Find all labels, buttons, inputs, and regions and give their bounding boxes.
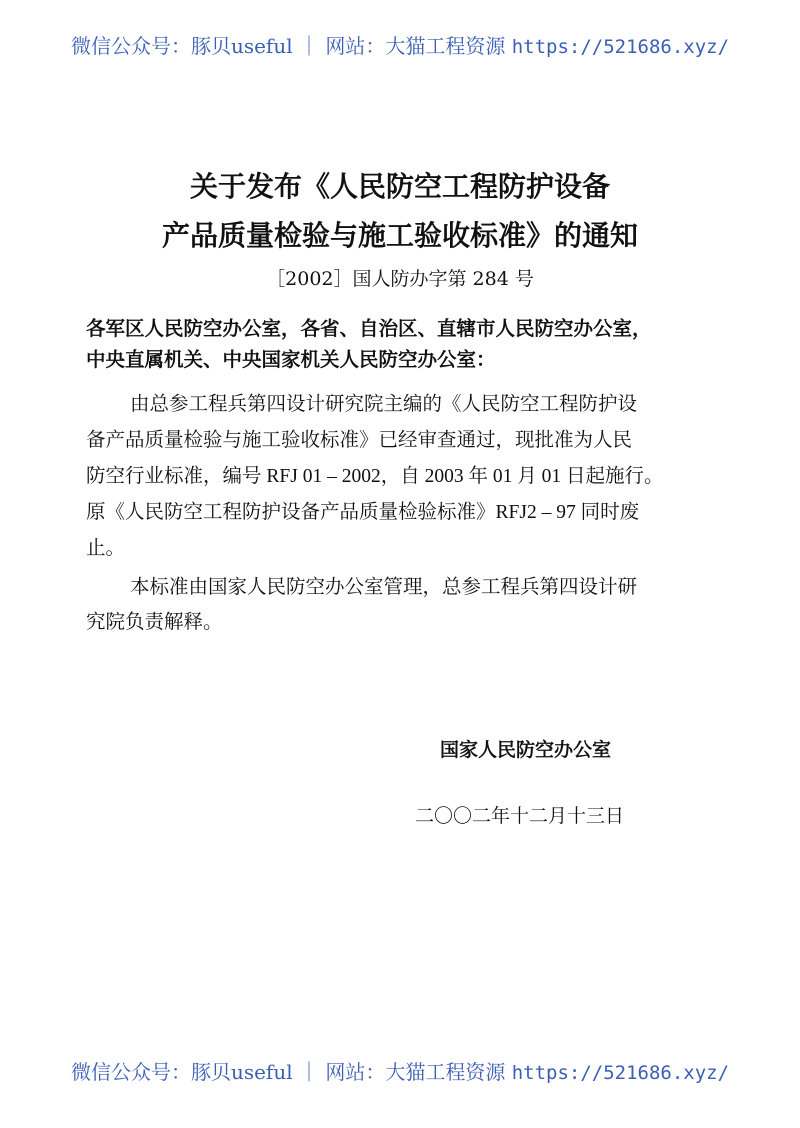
doc-number: ［2002］国人防办字第 284 号 <box>266 268 534 290</box>
issue-date: 二〇〇二年十二月十三日 <box>415 805 625 827</box>
body-line: 本标准由国家人民防空办公室管理，总参工程兵第四设计研 <box>130 577 638 598</box>
header-watermark <box>0 30 800 59</box>
addressee-line: 各军区人民防空办公室，各省、自治区、直辖市人民防空办公室， <box>86 317 652 340</box>
body-line: 由总参工程兵第四设计研究院主编的《人民防空工程防护设 <box>130 394 638 415</box>
watermark-text: 微信公众号：豚贝useful ｜ 网站：大猫工程资源 <box>70 34 512 58</box>
body-line: 止。 <box>86 538 126 559</box>
issuer: 国家人民防空办公室 <box>440 739 612 761</box>
body-line: 备产品质量检验与施工验收标准》已经审查通过，现批准为人民 <box>86 430 633 451</box>
title-line-1: 关于发布《人民防空工程防护设备 <box>189 170 610 203</box>
watermark-url[interactable]: https://521686.xyz/ <box>511 36 730 58</box>
addressee-line: 中央直属机关、中央国家机关人民防空办公室： <box>86 348 496 371</box>
watermark-text: 微信公众号：豚贝useful ｜ 网站：大猫工程资源 <box>70 1060 512 1084</box>
title-line-2: 产品质量检验与施工验收标准》的通知 <box>161 219 638 252</box>
body-line: 原《人民防空工程防护设备产品质量检验标准》RFJ2 – 97 同时废 <box>86 502 640 523</box>
watermark-url[interactable]: https://521686.xyz/ <box>511 1062 730 1084</box>
body-line: 防空行业标准，编号 RFJ 01 – 2002，自 2003 年 01 月 01 日起施行。 <box>86 466 664 487</box>
body-line: 究院负责解释。 <box>86 612 223 633</box>
footer-watermark <box>0 1056 800 1085</box>
